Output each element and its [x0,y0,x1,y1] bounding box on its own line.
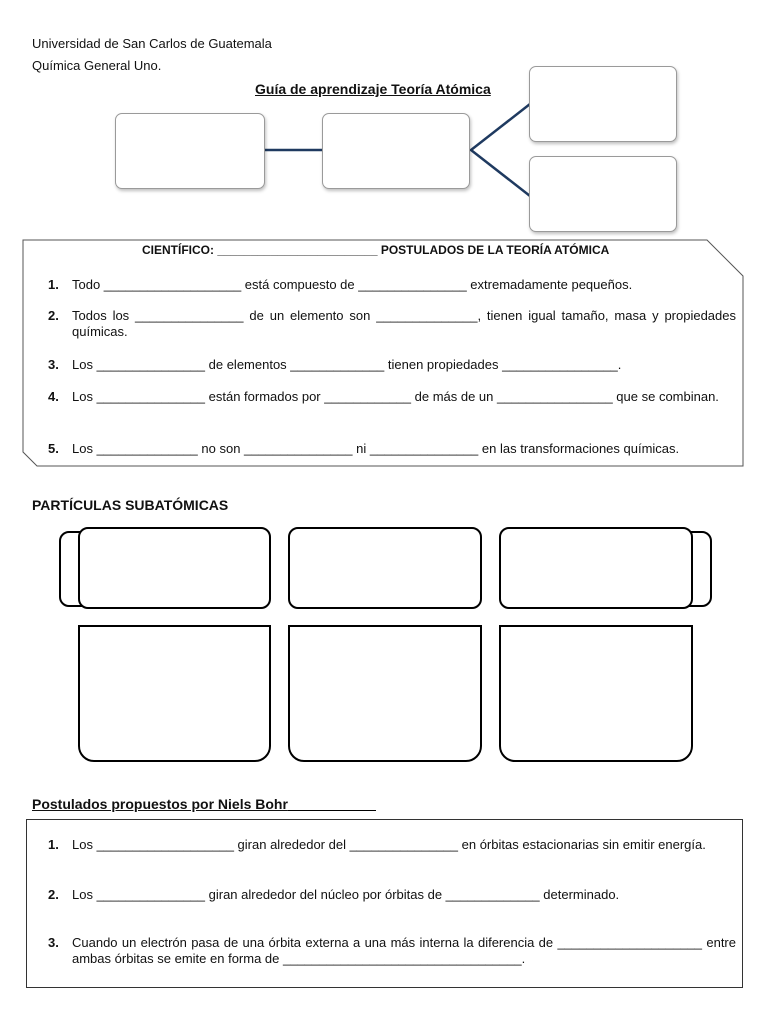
particles-heading: PARTÍCULAS SUBATÓMICAS [32,497,229,513]
theory-label: CIENTÍFICO: ________________________ POSTULADOS DE LA TEORÍA ATÓMICA [142,243,610,257]
theory-item-text: Los _______________ de elementos _____________ tienen propiedades ________________. [72,357,622,372]
theory-item-5 [30,441,736,459]
theory-item-number: 4. [48,389,59,404]
bohr-item-text: Los ___________________ giran alrededor del _______________ en órbitas estacionarias sin emitir energía. [72,837,706,852]
concept-box-3[interactable] [529,66,677,142]
theory-item-number: 2. [48,308,59,323]
particle-name-box-1[interactable] [78,527,271,609]
theory-item-number: 3. [48,357,59,372]
bohr-item-number: 2. [48,887,59,902]
theory-item-3 [30,357,736,375]
guide-title: Guía de aprendizaje Teoría Atómica [255,81,491,97]
connector-fork [471,104,530,196]
theory-item-text: Los ______________ no son _______________ ni _______________ en las transformaciones químicas. [72,441,680,456]
particle-detail-card-2[interactable] [288,625,482,762]
bohr-item-text: Los _______________ giran alrededor del núcleo por órbitas de _____________ determinado. [72,887,620,902]
bohr-item-number: 1. [48,837,59,852]
theory-item-4 [30,389,736,423]
particle-detail-card-1[interactable] [78,625,271,762]
particle-name-box-3[interactable] [499,527,693,609]
bohr-heading-underline [288,796,376,811]
theory-item-number: 1. [48,277,59,292]
theory-item-text: Todo ___________________ está compuesto de _______________ extremadamente pequeños. [72,277,633,292]
bohr-item-3 [30,935,736,969]
concept-box-2[interactable] [322,113,470,189]
theory-item-text: Los _______________ están formados por ____________ de más de un ________________ que se combinan. [72,389,719,404]
theory-item-1 [30,277,736,295]
theory-item-number: 5. [48,441,59,456]
course-name: Química General Uno. [32,58,162,73]
university-name: Universidad de San Carlos de Guatemala [32,36,272,51]
bohr-item-2 [30,887,736,905]
theory-item-2 [30,308,736,342]
bohr-item-text: Cuando un electrón pasa de una órbita externa a una más interna la diferencia de ____________________ entre ambas órbitas se emite en forma de _________________________________. [72,935,736,966]
concept-box-4[interactable] [529,156,677,232]
particle-name-box-2[interactable] [288,527,482,609]
theory-item-text: Todos los _______________ de un elemento son ______________, tienen igual tamaño, masa y propiedades químicas. [72,308,736,339]
bohr-heading-text: Postulados propuestos por Niels Bohr [32,796,288,812]
particle-detail-card-3[interactable] [499,625,693,762]
bohr-item-1 [30,837,736,871]
concept-box-1[interactable] [115,113,265,189]
bohr-item-number: 3. [48,935,59,950]
bohr-heading [32,796,376,812]
